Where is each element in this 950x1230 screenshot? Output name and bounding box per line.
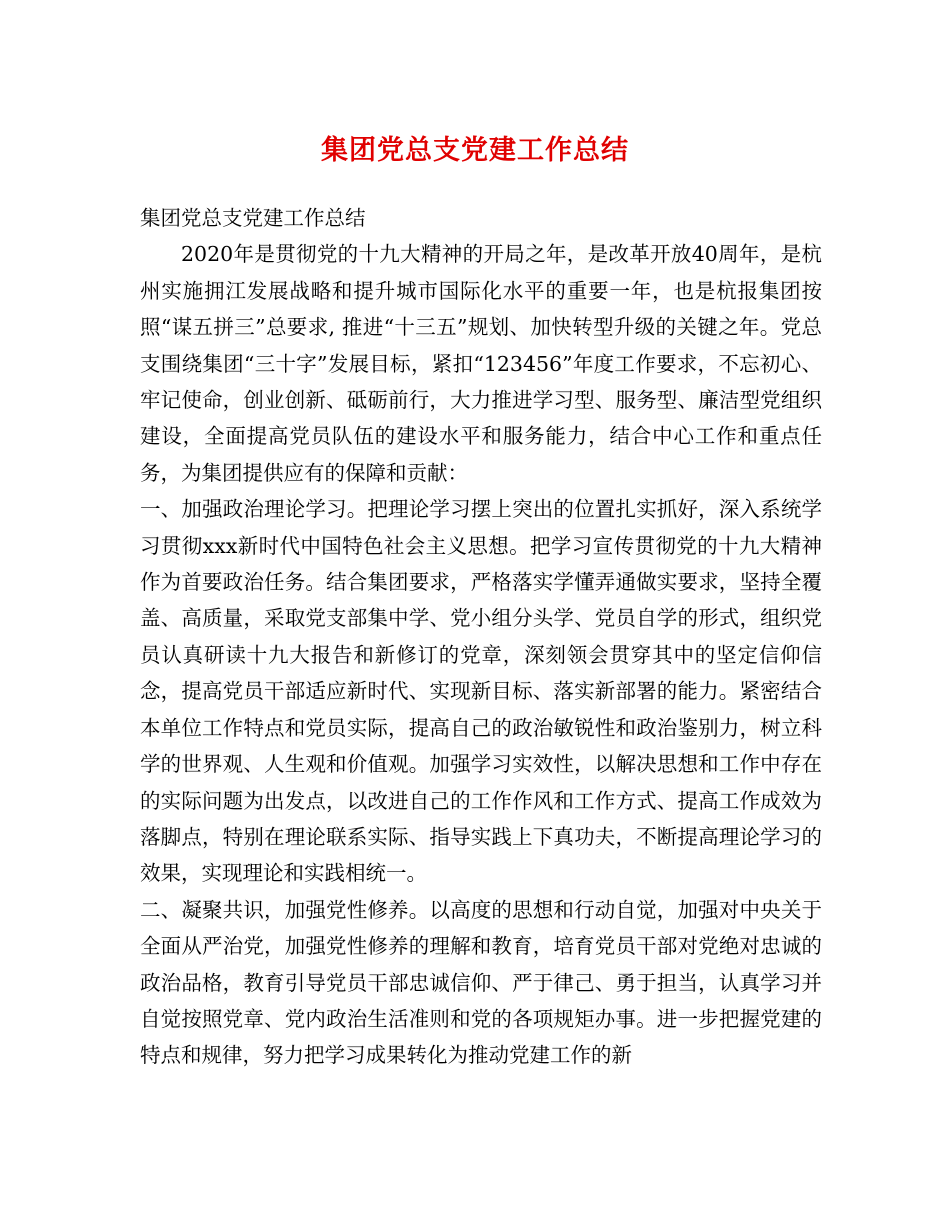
section-1-paragraph: 一、加强政治理论学习。把理论学习摆上突出的位置扎实抓好，深入系统学习贯彻xxx新时代中国特色社会主义思想。把学习宣传贯彻党的十九大精神作为首要政治任务。结合集团要求，严格落实学懂弄通做实要求，坚持全覆盖、高质量，采取党支部集中学、党小组分头学、党员自学的形式，组织党员认真研读十九大报告和新修订的党章，深刻领会贯穿其中的坚定信仰信念，提高党员干部适应新时代、实现新目标、落实新部署的能力。紧密结合本单位工作特点和党员实际，提高自己的政治敏锐性和政治鉴别力，树立科学的世界观、人生观和价值观。加强学习实效性，以解决思想和工作中存在的实际问题为出发点，以改进自己的工作作风和工作方式、提高工作成效为落脚点，特别在理论联系实际、指导实践上下真功夫，不断提高理论学习的效果，实现理论和实践相统一。 — [140, 497, 822, 886]
document-subtitle: 集团党总支党建工作总结 — [140, 206, 366, 230]
section-2-paragraph: 二、凝聚共识，加强党性修养。以高度的思想和行动自觉，加强对中央关于全面从严治党，加强党性修养的理解和教育，培育党员干部对党绝对忠诚的政治品格，教育引导党员干部忠诚信仰、严于律己、勇于担当，认真学习并自觉按照党章、党内政治生活准则和党的各项规矩办事。进一步把握党建的特点和规律，努力把学习成果转化为推动党建工作的新 — [140, 897, 822, 1068]
intro-paragraph: 2020年是贯彻党的十九大精神的开局之年，是改革开放40周年，是杭州实施拥江发展战略和提升城市国际化水平的重要一年，也是杭报集团按照“谋五拼三”总要求, 推进“十三五”规划、加快转型升级的关键之年。党总支围绕集团“三十字”发展目标，紧扣“123456”年度工作要求，不忘初心、牢记使命，创业创新、砥砺前行，大力推进学习型、服务型、廉洁型党组织建设，全面提高党员队伍的建设水平和服务能力，结合中心工作和重点任务，为集团提供应有的保障和贡献： — [140, 242, 822, 485]
document-title: 集团党总支党建工作总结 — [321, 135, 629, 166]
document-body — [140, 200, 822, 1074]
